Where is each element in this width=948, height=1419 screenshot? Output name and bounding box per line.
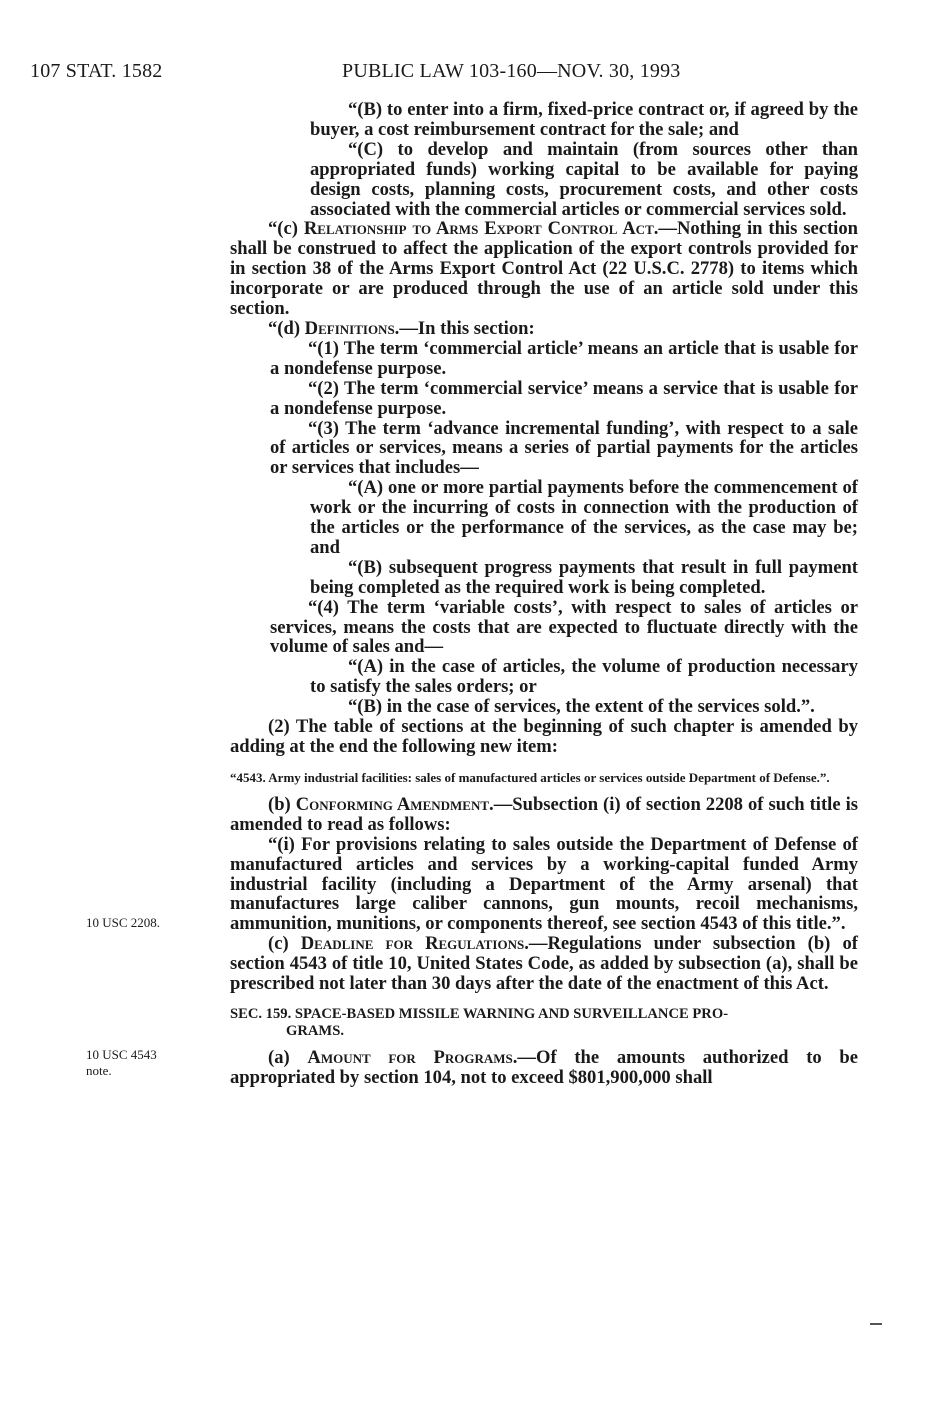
para-body: —Nothing in this section shall be construed to affect the application of the export controls provided for in section 38 of the Arms Export Control Act (22 U.S.C. 2778) to items which incorporate or are produced through the use of an article sold under this section. [230,218,858,320]
para-def-2: “(2) The term ‘commercial service’ means a service that is usable for a nondefense purpose. [270,377,858,419]
para-def-3b: “(B) subsequent progress payments that result in full payment being completed as the required work is being completed. [310,556,858,598]
para-c-relationship [230,219,858,319]
margin-note-line: note. [86,1063,112,1078]
para-lead: (b) [268,793,296,815]
para-b-conforming [230,795,858,835]
para-body: —Subsection (i) of section 2208 of such title is amended to read as follows: [230,793,858,835]
table-of-sections-item: “4543. Army industrial facilities: sales of manufactured articles or services outside Department of Defense.”. [230,769,830,785]
para-def-4a: “(A) in the case of articles, the volume of production necessary to satisfy the sales orders; or [310,656,858,698]
subsection-heading: Relationship to Arms Export Control Act. [303,218,659,240]
subsection-heading: Deadline for Regulations. [300,933,529,955]
section-heading [230,1006,858,1040]
margin-note-line: 10 USC 4543 [86,1047,157,1062]
para-def-3: “(3) The term ‘advance incremental funding’, with respect to a sale of articles or services, means a series of partial payments for the articles or services that includes— [270,417,858,479]
para-c-deadline [230,934,858,994]
para-lead: (a) [268,1046,308,1068]
para-body: —Of the amounts authorized to be appropriated by section 104, not to exceed $801,900,000 shall [230,1046,858,1088]
para-lead: “(d) [268,317,305,339]
para-i-provisions: “(i) For provisions relating to sales outside the Department of Defense of manufactured articles and services by a working-capital funded Army industrial facility (including a Department of the Army arsenal) that manufactures large caliber cannons, gun mounts, recoil mechanisms, ammunition, munitions, or components thereof, see section 4543 of this title.”. [230,833,858,935]
margin-note-usc-2208: 10 USC 2208. [86,915,161,930]
subsection-heading: Amount for Programs. [307,1046,518,1068]
para-b-sale: “(B) to enter into a firm, fixed-price contract or, if agreed by the buyer, a cost reimbursement contract for the sale; and [310,99,858,140]
margin-note-usc-4543 [86,1047,157,1079]
para-body: —Regulations under subsection (b) of section 4543 of title 10, United States Code, as added by subsection (a), shall be prescribed not later than 30 days after the date of the enactment of this Act. [230,933,858,995]
para-table-amendment: (2) The table of sections at the beginning of such chapter is amended by adding at the end the following new item: [230,716,858,757]
para-def-4: “(4) The term ‘variable costs’, with respect to sales of articles or services, means the costs that are expected to fluctuate directly with the volume of sales and— [270,596,858,658]
para-a-amount [230,1048,858,1088]
para-lead: “(c) [268,218,304,240]
document-body [230,100,858,1088]
public-law-citation: PUBLIC LAW 103-160—NOV. 30, 1993 [342,60,681,82]
section-heading-line: SEC. 159. SPACE-BASED MISSILE WARNING AND SURVEILLANCE PRO- [230,1005,729,1022]
para-def-4b: “(B) in the case of services, the extent of the services sold.”. [348,696,815,718]
section-heading-line: GRAMS. [286,1022,344,1039]
subsection-heading: Conforming Amendment. [295,793,494,815]
subsection-heading: Definitions. [304,317,400,339]
para-def-3a: “(A) one or more partial payments before the commencement of work or the incurring of costs in connection with the production of the articles or the performance of the services, as the case may be; and [310,477,858,558]
scan-artifact-mark [870,1323,882,1325]
para-lead: (c) [268,933,301,955]
para-d-definitions [230,319,858,339]
para-def-1: “(1) The term ‘commercial article’ means an article that is usable for a nondefense purpose. [270,337,858,379]
statute-page-number: 107 STAT. 1582 [30,60,163,82]
para-c-develop: “(C) to develop and maintain (from sources other than appropriated funds) working capital to be available for paying design costs, planning costs, procurement costs, and other costs associated with the commercial articles or commercial services sold. [310,138,858,220]
para-body: —In this section: [399,317,535,339]
